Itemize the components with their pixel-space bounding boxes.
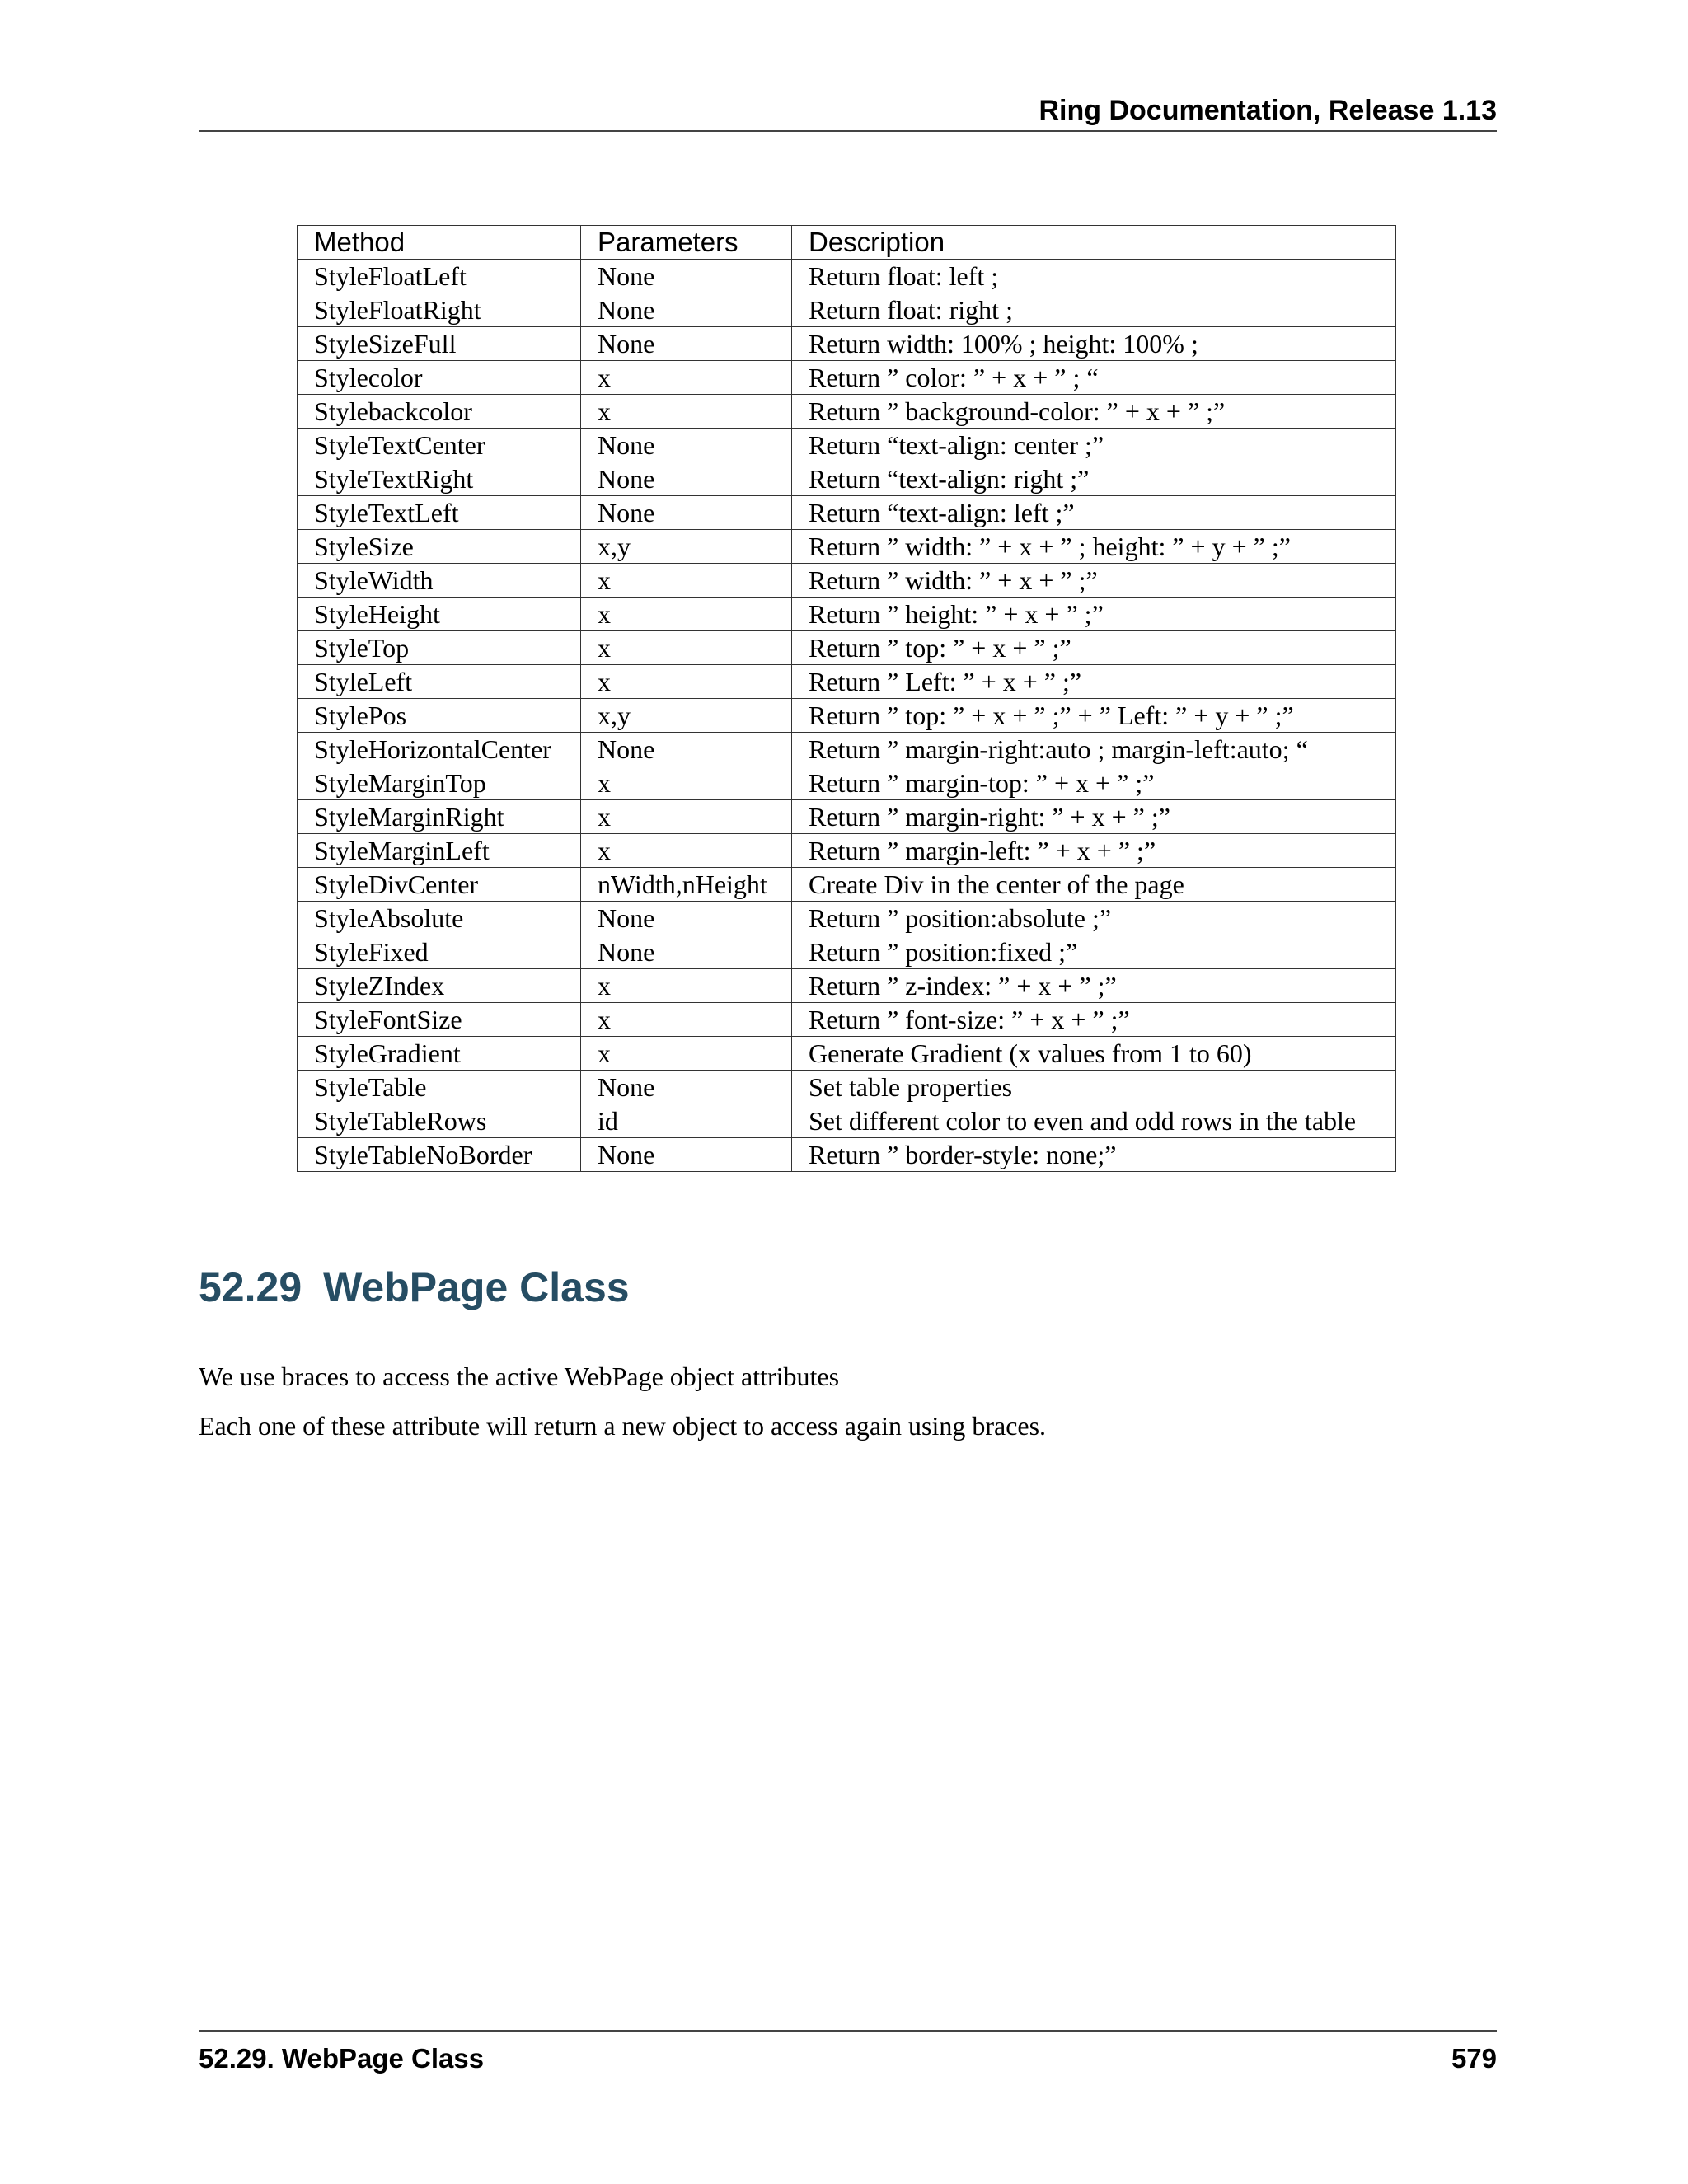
- table-row: [298, 564, 1396, 598]
- table-row: [298, 598, 1396, 631]
- parameters-cell: None: [581, 733, 792, 766]
- parameters-cell: None: [581, 496, 792, 530]
- table-row: [298, 969, 1396, 1003]
- parameters-cell: x: [581, 800, 792, 834]
- method-cell: StyleSize: [298, 530, 581, 564]
- running-header-title: Ring Documentation, Release 1.13: [1039, 95, 1497, 126]
- description-cell: Return ” position:fixed ;”: [792, 935, 1396, 969]
- description-cell: Generate Gradient (x values from 1 to 60): [792, 1037, 1396, 1071]
- parameters-cell: x: [581, 1037, 792, 1071]
- table-row: [298, 1037, 1396, 1071]
- method-cell: StyleAbsolute: [298, 902, 581, 935]
- description-cell: Return ” Left: ” + x + ” ;”: [792, 665, 1396, 699]
- method-cell: StyleHeight: [298, 598, 581, 631]
- description-cell: Return ” width: ” + x + ” ; height: ” + y + ” ;”: [792, 530, 1396, 564]
- table-row: [298, 361, 1396, 395]
- description-cell: Return “text-align: center ;”: [792, 429, 1396, 462]
- method-cell: StyleFixed: [298, 935, 581, 969]
- table-row: [298, 429, 1396, 462]
- table-row: [298, 530, 1396, 564]
- table-row: [298, 496, 1396, 530]
- description-cell: Return ” background-color: ” + x + ” ;”: [792, 395, 1396, 429]
- parameters-cell: None: [581, 1138, 792, 1172]
- table-row: [298, 293, 1396, 327]
- column-header-parameters: Parameters: [581, 226, 792, 260]
- method-cell: StyleSizeFull: [298, 327, 581, 361]
- method-cell: StyleLeft: [298, 665, 581, 699]
- method-cell: Stylecolor: [298, 361, 581, 395]
- table-row: [298, 462, 1396, 496]
- parameters-cell: None: [581, 429, 792, 462]
- table-row: [298, 868, 1396, 902]
- parameters-cell: None: [581, 462, 792, 496]
- table-row: [298, 935, 1396, 969]
- description-cell: Set table properties: [792, 1071, 1396, 1104]
- method-cell: StyleMarginRight: [298, 800, 581, 834]
- parameters-cell: id: [581, 1104, 792, 1138]
- parameters-cell: None: [581, 1071, 792, 1104]
- section-title: WebPage Class: [323, 1264, 630, 1310]
- method-cell: StyleTop: [298, 631, 581, 665]
- description-cell: Return ” margin-top: ” + x + ” ;”: [792, 766, 1396, 800]
- description-cell: Return ” z-index: ” + x + ” ;”: [792, 969, 1396, 1003]
- description-cell: Return ” color: ” + x + ” ; “: [792, 361, 1396, 395]
- table-row: [298, 1104, 1396, 1138]
- table-row: [298, 902, 1396, 935]
- description-cell: Return width: 100% ; height: 100% ;: [792, 327, 1396, 361]
- table-row: [298, 766, 1396, 800]
- method-cell: StyleTable: [298, 1071, 581, 1104]
- method-cell: StyleGradient: [298, 1037, 581, 1071]
- page-number: 579: [1451, 2043, 1497, 2074]
- parameters-cell: x: [581, 361, 792, 395]
- description-cell: Return ” width: ” + x + ” ;”: [792, 564, 1396, 598]
- table-row: [298, 834, 1396, 868]
- parameters-cell: None: [581, 902, 792, 935]
- column-header-description: Description: [792, 226, 1396, 260]
- header-divider: [199, 130, 1497, 132]
- parameters-cell: x: [581, 395, 792, 429]
- parameters-cell: x: [581, 598, 792, 631]
- method-cell: StyleTextLeft: [298, 496, 581, 530]
- section-heading: [199, 1261, 630, 1314]
- footer-section-label: 52.29. WebPage Class: [199, 2043, 485, 2074]
- table-row: [298, 1071, 1396, 1104]
- table-row: [298, 665, 1396, 699]
- method-cell: StyleHorizontalCenter: [298, 733, 581, 766]
- method-cell: StyleFloatRight: [298, 293, 581, 327]
- method-cell: StyleMarginLeft: [298, 834, 581, 868]
- parameters-cell: nWidth,nHeight: [581, 868, 792, 902]
- method-cell: StyleFontSize: [298, 1003, 581, 1037]
- method-cell: StyleDivCenter: [298, 868, 581, 902]
- style-methods-table: [297, 225, 1396, 1172]
- method-cell: StyleTextCenter: [298, 429, 581, 462]
- parameters-cell: x: [581, 564, 792, 598]
- table-row: [298, 395, 1396, 429]
- parameters-cell: None: [581, 327, 792, 361]
- description-cell: Return ” margin-left: ” + x + ” ;”: [792, 834, 1396, 868]
- description-cell: Create Div in the center of the page: [792, 868, 1396, 902]
- method-cell: StylePos: [298, 699, 581, 733]
- description-cell: Return ” font-size: ” + x + ” ;”: [792, 1003, 1396, 1037]
- description-cell: Return ” margin-right: ” + x + ” ;”: [792, 800, 1396, 834]
- method-cell: Stylebackcolor: [298, 395, 581, 429]
- table-row: [298, 800, 1396, 834]
- description-cell: Return ” top: ” + x + ” ;”: [792, 631, 1396, 665]
- parameters-cell: x: [581, 834, 792, 868]
- column-header-method: Method: [298, 226, 581, 260]
- description-cell: Return float: right ;: [792, 293, 1396, 327]
- description-cell: Return “text-align: left ;”: [792, 496, 1396, 530]
- table-row: [298, 733, 1396, 766]
- method-cell: StyleWidth: [298, 564, 581, 598]
- parameters-cell: x,y: [581, 530, 792, 564]
- description-cell: Set different color to even and odd rows in the table: [792, 1104, 1396, 1138]
- description-cell: Return ” top: ” + x + ” ;” + ” Left: ” + y + ” ;”: [792, 699, 1396, 733]
- description-cell: Return ” height: ” + x + ” ;”: [792, 598, 1396, 631]
- parameters-cell: x: [581, 766, 792, 800]
- body-paragraph: We use braces to access the active WebPage object attributes: [199, 1361, 840, 1391]
- parameters-cell: None: [581, 935, 792, 969]
- parameters-cell: None: [581, 293, 792, 327]
- parameters-cell: x: [581, 631, 792, 665]
- table-row: [298, 1138, 1396, 1172]
- method-cell: StyleZIndex: [298, 969, 581, 1003]
- parameters-cell: x: [581, 665, 792, 699]
- method-cell: StyleMarginTop: [298, 766, 581, 800]
- method-cell: StyleTableNoBorder: [298, 1138, 581, 1172]
- table-row: [298, 699, 1396, 733]
- footer-divider: [199, 2030, 1497, 2032]
- parameters-cell: None: [581, 260, 792, 293]
- description-cell: Return ” margin-right:auto ; margin-left:auto; “: [792, 733, 1396, 766]
- description-cell: Return float: left ;: [792, 260, 1396, 293]
- parameters-cell: x: [581, 1003, 792, 1037]
- table-body: [298, 260, 1396, 1172]
- method-cell: StyleTableRows: [298, 1104, 581, 1138]
- table-row: [298, 1003, 1396, 1037]
- section-number: 52.29: [199, 1264, 302, 1310]
- description-cell: Return ” border-style: none;”: [792, 1138, 1396, 1172]
- method-cell: StyleFloatLeft: [298, 260, 581, 293]
- description-cell: Return “text-align: right ;”: [792, 462, 1396, 496]
- description-cell: Return ” position:absolute ;”: [792, 902, 1396, 935]
- table-row: [298, 260, 1396, 293]
- parameters-cell: x,y: [581, 699, 792, 733]
- parameters-cell: x: [581, 969, 792, 1003]
- table-header-row: [298, 226, 1396, 260]
- table-row: [298, 631, 1396, 665]
- body-paragraph: Each one of these attribute will return a new object to access again using braces.: [199, 1411, 1047, 1441]
- table-row: [298, 327, 1396, 361]
- method-cell: StyleTextRight: [298, 462, 581, 496]
